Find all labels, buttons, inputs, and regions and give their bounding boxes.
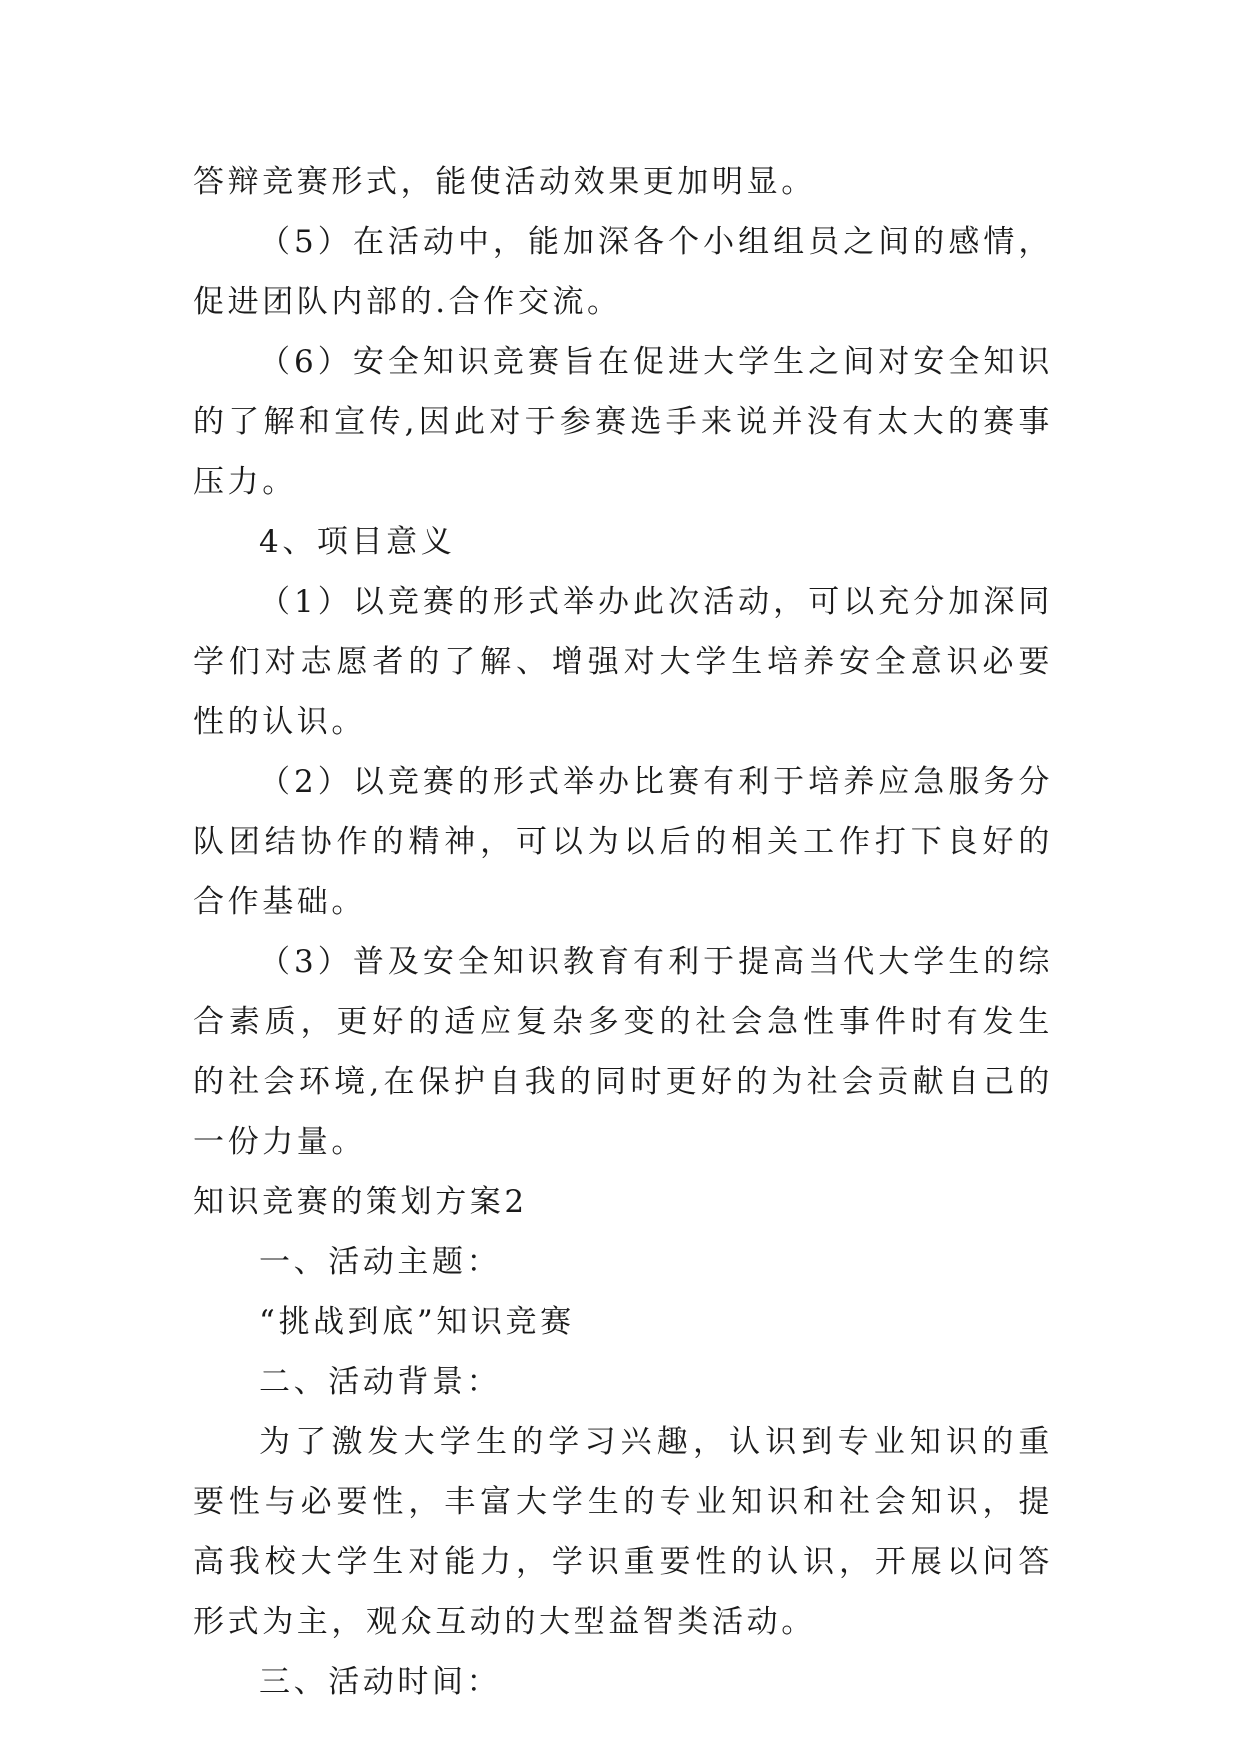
paragraph-significance-3: （3）普及安全知识教育有利于提高当代大学生的综合素质，更好的适应复杂多变的社会急性事件时有发生的社会环境,在保护自我的同时更好的为社会贡献自己的一份力量。 (193, 944, 1053, 1160)
paragraph-significance-2: （2）以竞赛的形式举办比赛有利于培养应急服务分队团结协作的精神，可以为以后的相关工作打下良好的合作基础。 (193, 764, 1053, 920)
paragraph-continuation: 答辩竞赛形式，能使活动效果更加明显。 (193, 164, 816, 200)
section-heading-activity-time: 三、活动时间： (259, 1664, 502, 1700)
section-heading-project-significance: 4、项目意义 (259, 524, 456, 560)
section-heading-activity-background: 二、活动背景： (259, 1364, 502, 1400)
paragraph-significance-1: （1）以竞赛的形式举办此次活动，可以充分加深同学们对志愿者的了解、增强对大学生培养安全意识必要性的认识。 (193, 584, 1053, 740)
paragraph-item-5: （5）在活动中，能加深各个小组组员之间的感情，促进团队内部的.合作交流。 (193, 224, 1053, 320)
paragraph-item-6: （6）安全知识竞赛旨在促进大学生之间对安全知识的了解和宣传,因此对于参赛选手来说并没有太大的赛事压力。 (193, 344, 1053, 500)
document-title-plan-2: 知识竞赛的策划方案2 (193, 1184, 528, 1220)
activity-theme-text: “挑战到底”知识竞赛 (259, 1304, 575, 1340)
activity-background-text: 为了激发大学生的学习兴趣，认识到专业知识的重要性与必要性，丰富大学生的专业知识和社会知识，提高我校大学生对能力，学识重要性的认识，开展以问答形式为主，观众互动的大型益智类活动。 (193, 1424, 1053, 1640)
section-heading-activity-theme: 一、活动主题： (259, 1244, 502, 1280)
document-body (193, 152, 1053, 1712)
